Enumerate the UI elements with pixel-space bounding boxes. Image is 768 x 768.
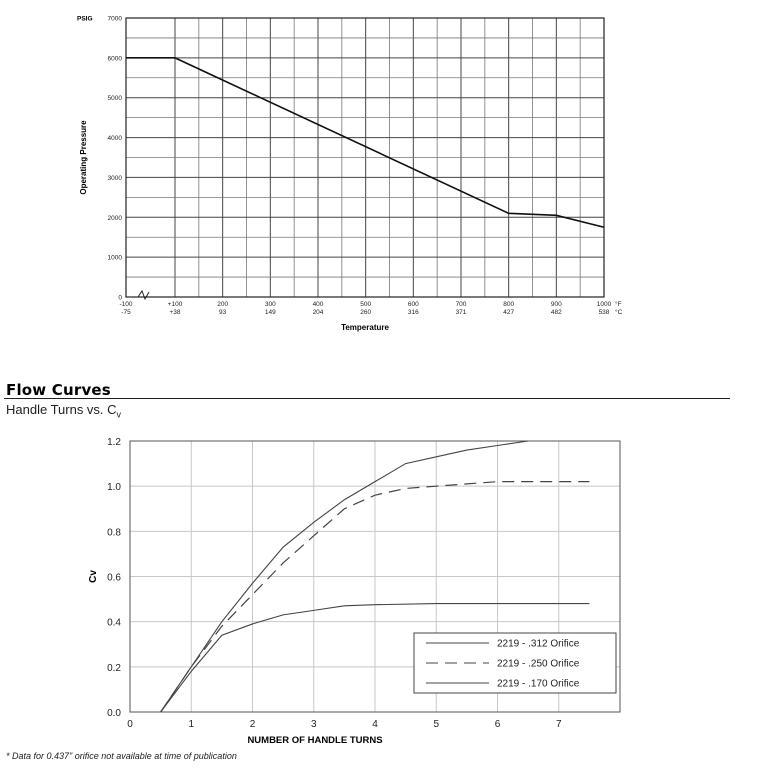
x-tick-label-c: 538 — [598, 309, 610, 316]
y-tick-label: 1000 — [107, 254, 122, 262]
x-tick-label: 4 — [372, 719, 378, 730]
x-axis-label: NUMBER OF HANDLE TURNS — [247, 735, 383, 746]
x-unit-c: °C — [615, 309, 623, 316]
x-tick-label-c: 316 — [407, 309, 419, 316]
section-divider — [4, 398, 730, 399]
footnote: * Data for 0.437" orifice not available at time of publication — [6, 751, 237, 761]
y-unit-label: PSIG — [77, 15, 93, 23]
y-tick-label: 0 — [118, 294, 122, 302]
x-tick-label-c: 260 — [360, 309, 372, 316]
axis-break-mark — [138, 291, 149, 299]
x-unit-f: °F — [615, 301, 622, 308]
x-tick-label: 3 — [310, 719, 317, 730]
x-tick-label-f: 200 — [217, 301, 229, 308]
y-axis-label: Operating Pressure — [79, 120, 88, 195]
x-tick-label: 6 — [494, 719, 501, 730]
x-tick-label-c: 427 — [503, 309, 515, 316]
x-tick-label-c: 93 — [219, 309, 227, 316]
x-tick-label: 0 — [127, 719, 133, 730]
y-tick-label: 0.6 — [107, 572, 121, 584]
x-tick-label-f: 700 — [455, 301, 467, 308]
x-tick-label: 5 — [433, 719, 440, 730]
x-tick-label-f: 400 — [312, 301, 324, 308]
x-tick-label-f: 600 — [407, 301, 419, 308]
y-tick-label: 5000 — [107, 95, 122, 103]
y-tick-label: 1.0 — [107, 482, 121, 494]
x-tick-label: 1 — [188, 719, 195, 730]
y-axis-label: Cv — [88, 570, 99, 583]
legend-label: 2219 - .250 Orifice — [497, 658, 580, 670]
y-tick-label: 0.2 — [107, 662, 121, 674]
y-tick-label: 3000 — [107, 174, 122, 182]
x-tick-label-f: +100 — [167, 301, 183, 308]
x-tick-label-c: 371 — [455, 309, 467, 316]
section-subtitle-text: Handle Turns vs. C — [6, 402, 117, 417]
x-tick-label-f: 500 — [360, 301, 372, 308]
y-tick-label: 4000 — [107, 135, 122, 143]
section-title: Flow Curves — [6, 381, 111, 399]
x-tick-label-c: 482 — [550, 309, 562, 316]
y-tick-label: 0.0 — [107, 708, 121, 719]
y-tick-label: 0.8 — [107, 527, 121, 539]
x-tick-label-f: 300 — [264, 301, 276, 308]
x-tick-label-c: +38 — [169, 309, 181, 316]
flow-curves-chart — [0, 420, 768, 750]
x-tick-label: 7 — [555, 719, 562, 730]
y-tick-label: 6000 — [107, 55, 122, 63]
x-tick-label-f: -100 — [119, 301, 133, 308]
x-tick-label-c: 204 — [312, 309, 324, 316]
x-tick-label-c: -75 — [121, 309, 131, 316]
section-subtitle-subscript: v — [116, 409, 122, 420]
y-tick-label: 2000 — [107, 214, 122, 222]
legend-label: 2219 - .170 Orifice — [497, 678, 580, 690]
y-tick-label: 0.4 — [107, 617, 121, 629]
y-tick-label: 1.2 — [107, 437, 121, 448]
x-tick-label-c: 149 — [264, 309, 276, 316]
pressure-temperature-chart — [0, 0, 768, 345]
x-axis-label: Temperature — [341, 323, 389, 332]
x-tick-label: 2 — [249, 719, 256, 730]
legend-label: 2219 - .312 Orifice — [497, 638, 580, 650]
section-subtitle — [6, 402, 121, 420]
x-tick-label-f: 1000 — [596, 301, 612, 308]
y-tick-label: 7000 — [107, 15, 122, 23]
x-tick-label-f: 900 — [550, 301, 562, 308]
x-tick-label-f: 800 — [503, 301, 515, 308]
